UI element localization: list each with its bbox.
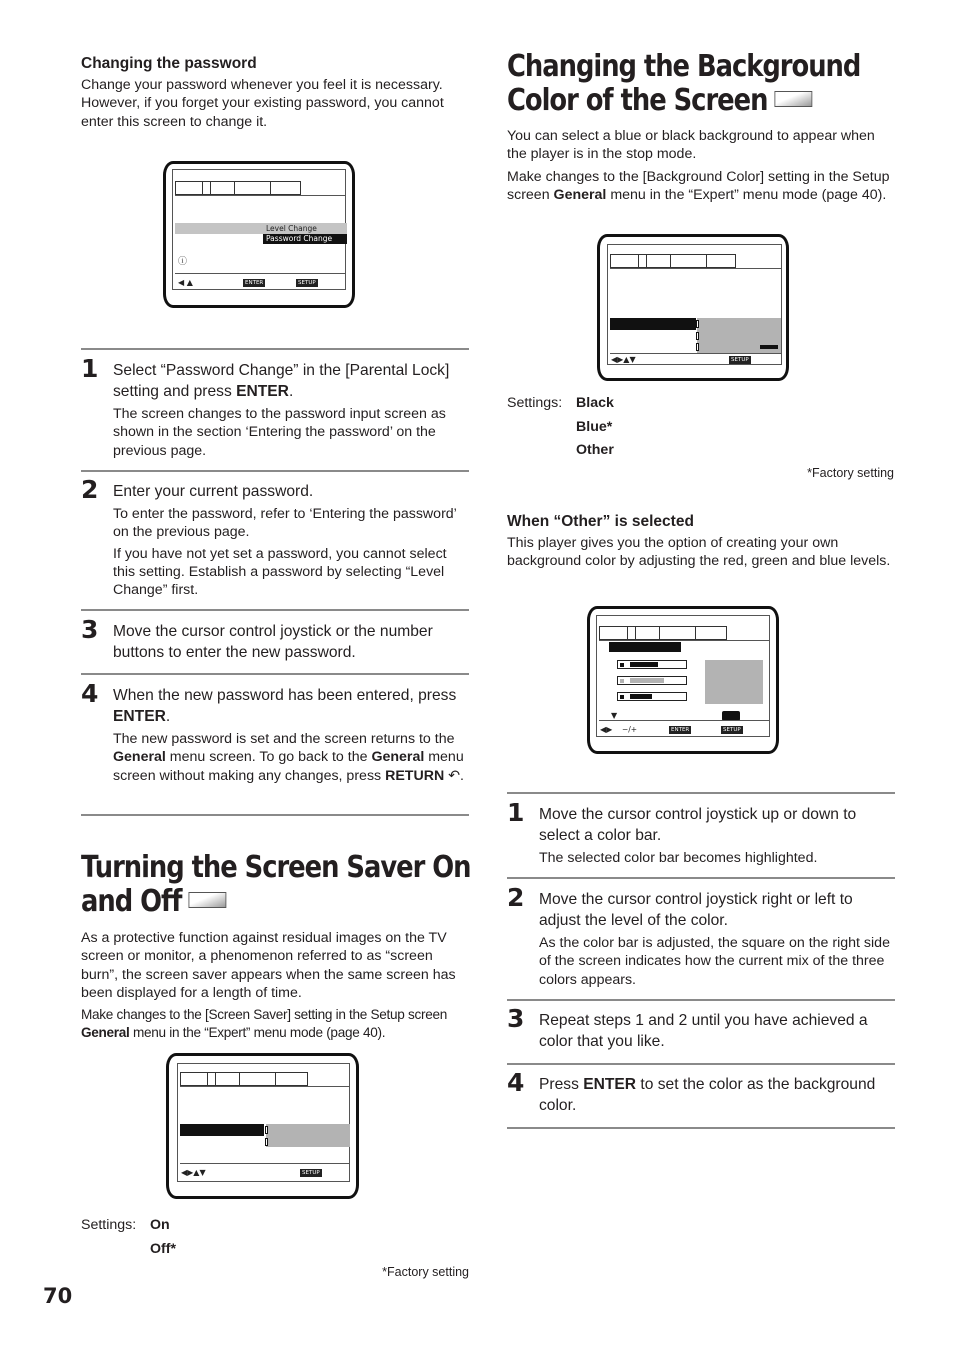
screen-saver-section — [81, 929, 469, 1042]
color-adjust-screen-illustration — [587, 606, 779, 754]
settings-label: Settings: — [507, 395, 563, 411]
info-icon: ⓘ — [178, 257, 188, 267]
password-section — [81, 54, 469, 131]
screen-saver-instructions: Make changes to the [Screen Saver] setting in the Setup screen General menu in the “Expert” menu mode (page 40). — [81, 1007, 448, 1041]
screen-saver-screen-illustration — [166, 1053, 359, 1199]
step-2-detail: As the color bar is adjusted, the square on the right side of the screen indicates how the current mix of the three colors appears. — [539, 935, 890, 988]
divider — [81, 348, 469, 350]
setting-on: On — [150, 1217, 170, 1233]
divider — [507, 999, 895, 1001]
color-preview-square — [705, 660, 763, 704]
step-3: Move the cursor control joystick or the number buttons to enter the new password. — [113, 623, 433, 661]
step-4: When the new password has been entered, press ENTER. The new password is set and the screen returns to the General menu screen. To go back to the General menu screen without making any changes, press RETURN ↶. — [113, 685, 469, 785]
joystick-icon: ◀ ▲ — [178, 278, 193, 287]
step-1: Select “Password Change” in the [Parental Lock] setting and press ENTER. The screen changes to the password input screen as shown in the section ‘Entering the password’ on the previous page. — [113, 360, 469, 460]
menu-item-level-change: Level Change — [266, 224, 317, 233]
background-color-text: You can select a blue or black background to appear when the player is in the stop mode. — [507, 128, 875, 163]
step-number: 3 — [81, 615, 99, 644]
screen-saver-text: As a protective function against residual images on the TV screen or monitor, a phenomenon referred to as “screen burn”, the screen saver appears when the same screen has been displayed for a length of time. — [81, 930, 456, 1001]
other-text: This player gives you the option of creating your own background color by adjusting the red, green and blue levels. — [507, 535, 891, 570]
setting-black: Black — [576, 395, 614, 411]
divider — [81, 470, 469, 472]
joystick-icon: ◀▶▲▼ — [611, 355, 636, 364]
step-number: 4 — [81, 679, 99, 708]
screen-saver-heading: Turning the Screen Saver On and Off — [81, 850, 471, 919]
setup-label: SETUP — [298, 280, 316, 286]
plus-minus-label: −/+ — [622, 725, 638, 734]
setup-label: SETUP — [723, 727, 741, 733]
background-color-section — [507, 127, 895, 204]
enter-label: ENTER — [245, 280, 264, 286]
menu-item-password-change: Password Change — [266, 234, 333, 243]
divider — [81, 673, 469, 675]
background-color-heading: Changing the Background Color of the Screen — [507, 49, 861, 118]
enter-label: ENTER — [671, 727, 690, 733]
step-number: 3 — [507, 1004, 525, 1033]
settings-label: Settings: — [81, 1217, 137, 1233]
setup-label: SETUP — [731, 357, 749, 363]
step-number: 1 — [81, 354, 99, 383]
step-2: Move the cursor control joystick right or left to adjust the level of the color. As the color bar is adjusted, the square on the right side of the screen indicates how the current mix of the three colors appears. — [539, 889, 895, 989]
step-1-detail: The screen changes to the password input screen as shown in the section ‘Entering the password’ on the previous page. — [113, 406, 446, 459]
step-2: Enter your current password. To enter the password, refer to ‘Entering the password’ on the previous page. If you have not yet set a password, you cannot select this setting. Establish a password by selecting “Level Change” first. — [113, 481, 469, 599]
divider — [507, 1127, 895, 1129]
step-4: Press ENTER to set the color as the background color. — [539, 1076, 876, 1114]
step-number: 1 — [507, 798, 525, 827]
joystick-icon: ◀▶ — [600, 725, 613, 734]
setting-other: Other — [576, 442, 614, 458]
expert-mode-icon — [188, 892, 226, 908]
green-level-bar — [617, 676, 687, 685]
other-section — [507, 512, 895, 571]
step-2-detail-2: If you have not yet set a password, you cannot select this setting. Establish a password by selecting “Level Change” first. — [113, 545, 447, 599]
red-level-bar — [617, 660, 687, 669]
setting-blue: Blue* — [576, 419, 613, 435]
step-number: 4 — [507, 1068, 525, 1097]
divider — [507, 792, 895, 794]
background-color-screen-illustration — [597, 234, 789, 381]
divider — [507, 877, 895, 879]
step-number: 2 — [507, 883, 525, 912]
expert-mode-icon — [774, 91, 812, 107]
password-heading: Changing the password — [81, 55, 257, 72]
setting-off: Off* — [150, 1241, 177, 1257]
blue-level-bar — [617, 692, 687, 701]
down-arrow-icon: ▼ — [611, 711, 618, 720]
setup-label: SETUP — [302, 1170, 320, 1176]
divider — [507, 1063, 895, 1065]
page-number: 70 — [43, 1284, 73, 1308]
joystick-icon: ◀▶▲▼ — [181, 1168, 206, 1177]
step-2-detail-1: To enter the password, refer to ‘Entering the password’ on the previous page. — [113, 506, 457, 541]
step-3: Repeat steps 1 and 2 until you have achieved a color that you like. — [539, 1012, 868, 1050]
password-screen-illustration — [163, 161, 355, 308]
step-number: 2 — [81, 475, 99, 504]
step-1: Move the cursor control joystick up or down to select a color bar. The selected color bar becomes highlighted. — [539, 804, 895, 867]
factory-note: *Factory setting — [807, 466, 894, 480]
divider — [81, 814, 469, 816]
password-text: Change your password whenever you feel it is necessary. However, if you forget your existing password, you cannot enter this screen to change it. — [81, 77, 444, 130]
step-1-detail: The selected color bar becomes highlighted. — [539, 850, 818, 866]
other-heading: When “Other” is selected — [507, 513, 694, 530]
step-4-detail: The new password is set and the screen returns to the General menu screen. To go back to the General menu screen without making any changes, press RETURN ↶. — [113, 731, 464, 784]
divider — [81, 609, 469, 611]
background-color-instructions: Make changes to the [Background Color] setting in the Setup screen General menu in the “Expert” menu mode (page 40). — [507, 168, 890, 203]
factory-note: *Factory setting — [382, 1265, 469, 1279]
